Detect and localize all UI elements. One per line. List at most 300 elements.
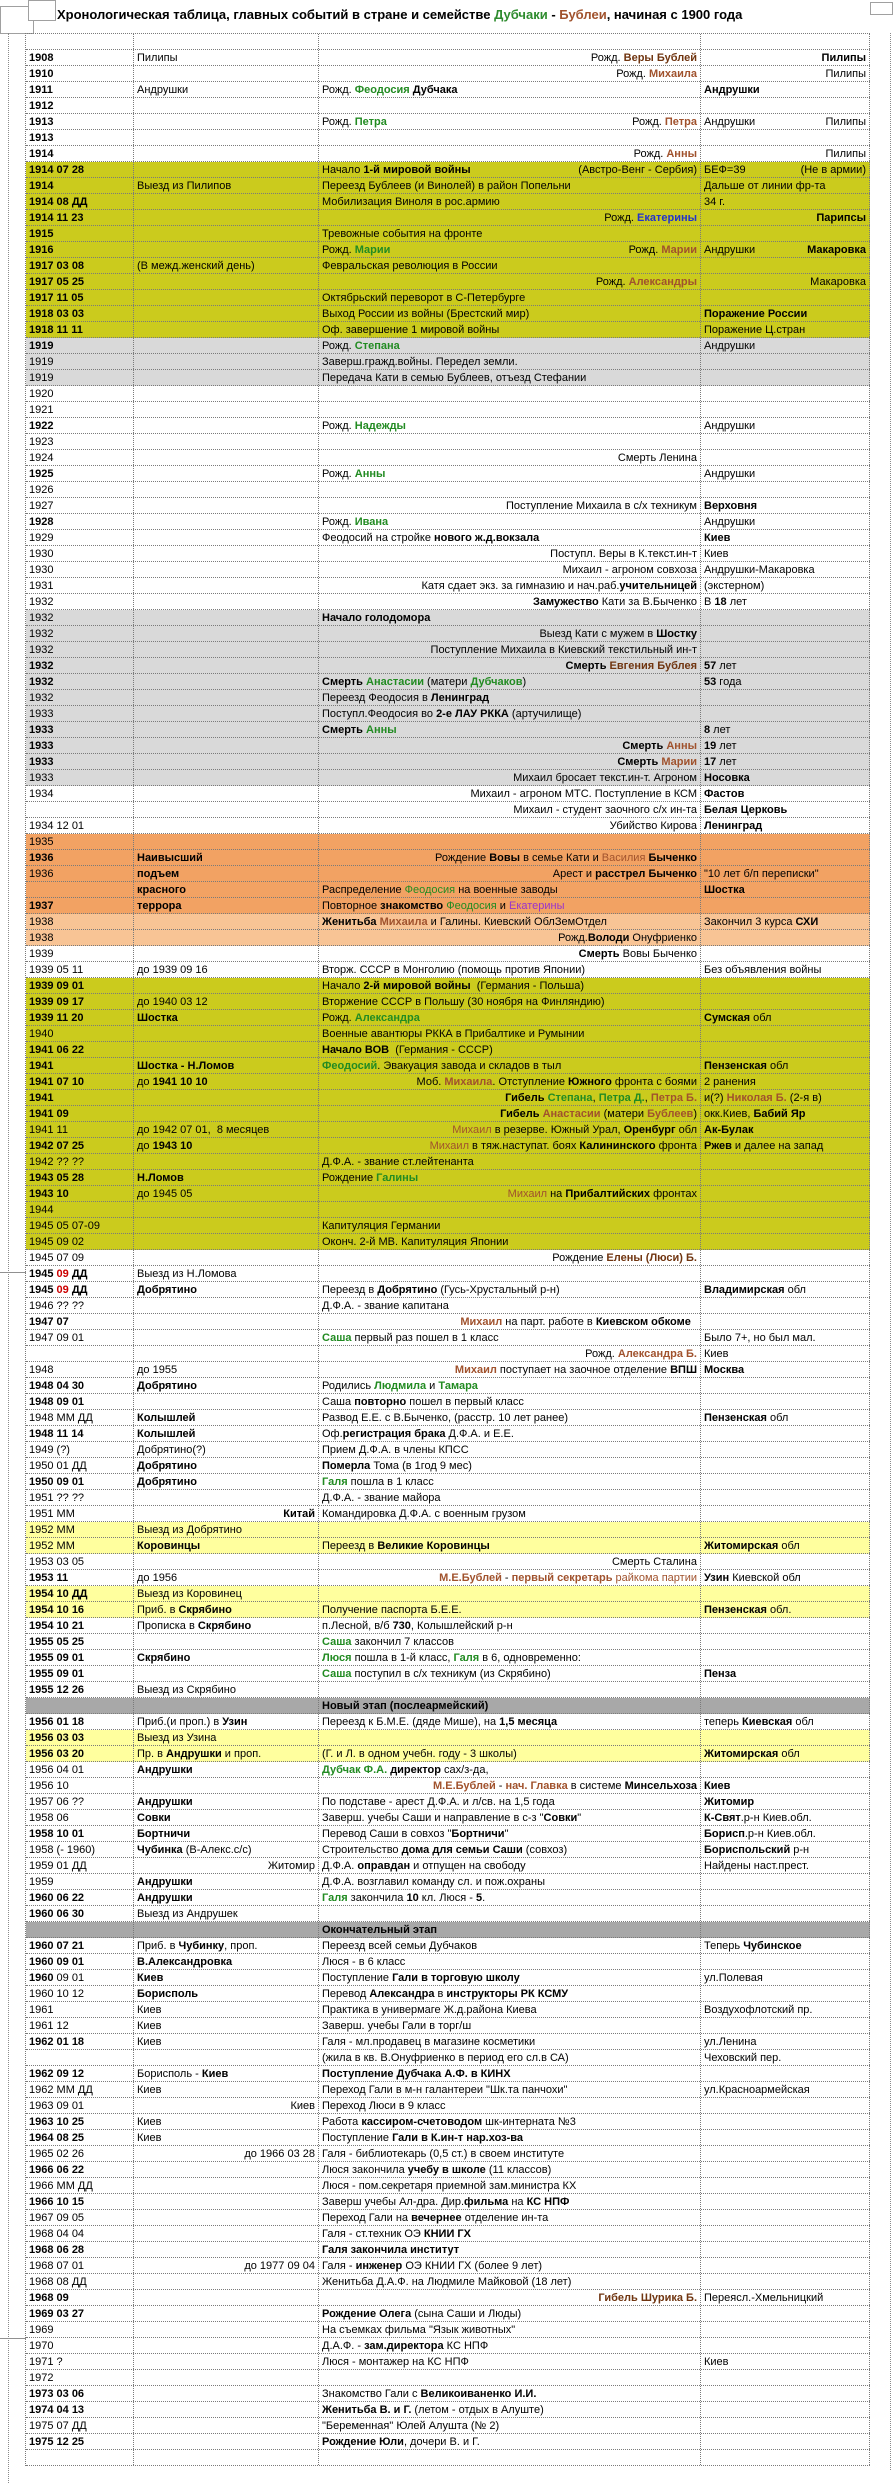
place-cell: Н.Ломов	[134, 1170, 319, 1185]
place-cell	[134, 754, 319, 769]
note-cell	[701, 1298, 870, 1313]
note-cell	[701, 2258, 870, 2273]
date-cell: 1917 11 05	[26, 290, 134, 305]
event-cell	[319, 2450, 701, 2465]
event-cell	[319, 1490, 701, 1505]
event-right: Рожд. Анны	[633, 147, 697, 160]
event-cell	[319, 66, 701, 81]
date-cell: 1932	[26, 610, 134, 625]
place-cell: Киев	[134, 1970, 319, 1985]
table-row	[26, 2082, 870, 2098]
event-left: Смерть Анастасии (матери Дубчаков )	[322, 675, 527, 688]
event-cell	[319, 578, 701, 593]
place-cell	[134, 1202, 319, 1217]
date-cell: 1921	[26, 402, 134, 417]
date-cell	[26, 1698, 134, 1713]
place-cell: подъем	[134, 866, 319, 881]
event-right: Михаил - студент заочного с/х ин-та	[513, 803, 697, 816]
place-cell: Выезд из Н.Ломова	[134, 1266, 319, 1281]
place-cell	[134, 1298, 319, 1313]
table-row	[26, 1826, 870, 1842]
date-cell: 1963 09 01	[26, 2098, 134, 2113]
place-cell	[134, 2162, 319, 2177]
event-cell	[319, 2306, 701, 2321]
place-cell: Киев	[134, 2114, 319, 2129]
note-cell	[701, 1410, 870, 1425]
place-cell	[134, 354, 319, 369]
note-cell	[701, 898, 870, 913]
place-cell	[134, 770, 319, 785]
table-row	[26, 2354, 870, 2370]
note-left: Пенза	[704, 1667, 737, 1680]
note-left: Сумская обл	[704, 1011, 772, 1024]
note-cell	[701, 642, 870, 657]
table-row	[26, 1762, 870, 1778]
title-separator: -	[547, 7, 560, 22]
date-cell: 1918 11 11	[26, 322, 134, 337]
table-row	[26, 274, 870, 290]
event-cell	[319, 1362, 701, 1377]
date-cell: 1962 ММ ДД	[26, 2082, 134, 2097]
date-cell: 1933	[26, 738, 134, 753]
table-row	[26, 2034, 870, 2050]
date-cell: 1962 01 18	[26, 2034, 134, 2049]
event-cell	[319, 1698, 701, 1713]
note-cell	[701, 834, 870, 849]
event-cell	[319, 802, 701, 817]
date-cell: 1914 11 23	[26, 210, 134, 225]
note-cell	[701, 1842, 870, 1857]
event-left: Заверш. учебы Гали в торг/ш	[322, 2019, 472, 2032]
place-cell	[134, 1218, 319, 1233]
event-cell	[319, 2130, 701, 2145]
place-cell	[134, 2322, 319, 2337]
date-cell: 1917 03 08	[26, 258, 134, 273]
table-row	[26, 2162, 870, 2178]
note-left: Андрушки	[704, 339, 756, 352]
event-right: Рожд. Екатерины	[604, 211, 697, 224]
date-cell: 1957 06 ??	[26, 1794, 134, 1809]
date-cell: 1975 12 25	[26, 2434, 134, 2449]
note-left: БЕФ=39	[704, 163, 746, 176]
place-cell	[134, 706, 319, 721]
table-row	[26, 1794, 870, 1810]
note-left: Андрушки-Макаровка	[704, 563, 815, 576]
note-cell	[701, 2114, 870, 2129]
event-right: Убийство Кирова	[609, 819, 697, 832]
event-cell	[319, 866, 701, 881]
title-prefix: Хронологическая таблица, главных событий в стране и семействе	[57, 7, 495, 22]
event-left: Поступление Дубчака А.Ф. в КИНХ	[322, 2067, 511, 2080]
date-cell: 1969	[26, 2322, 134, 2337]
event-cell	[319, 1410, 701, 1425]
event-cell	[319, 642, 701, 657]
table-row	[26, 722, 870, 738]
note-cell	[701, 2018, 870, 2033]
event-cell	[319, 2066, 701, 2081]
note-cell	[701, 674, 870, 689]
event-cell	[319, 2386, 701, 2401]
place-cell	[134, 1634, 319, 1649]
date-cell: 1956 10	[26, 1778, 134, 1793]
date-cell: 1931	[26, 578, 134, 593]
place-cell: Выезд из Пилипов	[134, 178, 319, 193]
note-cell	[701, 178, 870, 193]
event-left: Саша поступил в с/х техникум (из Скрябино)	[322, 1667, 551, 1680]
table-row	[26, 2306, 870, 2322]
table-row	[26, 594, 870, 610]
date-cell: 1955 09 01	[26, 1650, 134, 1665]
event-cell	[319, 1522, 701, 1537]
place-cell	[134, 2242, 319, 2257]
place-cell: Добрятино(?)	[134, 1442, 319, 1457]
event-left: Начало голодомора	[322, 611, 431, 624]
place-cell: Добрятино	[134, 1282, 319, 1297]
table-row	[26, 2098, 870, 2114]
note-cell	[701, 1970, 870, 1985]
place-cell: Андрушки	[134, 1890, 319, 1905]
event-cell	[319, 1634, 701, 1649]
date-cell: 1966 06 22	[26, 2162, 134, 2177]
note-cell	[701, 1234, 870, 1249]
date-cell: 1941 11	[26, 1122, 134, 1137]
table-row	[26, 1650, 870, 1666]
event-cell	[319, 2418, 701, 2433]
place-cell: Прописка в Скрябино	[134, 1618, 319, 1633]
table-row	[26, 1874, 870, 1890]
note-cell	[701, 2402, 870, 2417]
table-row	[26, 2226, 870, 2242]
event-right: Рождение Елены (Люси) Б.	[552, 1251, 697, 1264]
note-left: Владимирская обл	[704, 1283, 806, 1296]
event-cell	[319, 1010, 701, 1025]
event-cell	[319, 146, 701, 161]
event-cell	[319, 1938, 701, 1953]
place-cell	[134, 114, 319, 129]
place-cell	[134, 1154, 319, 1169]
event-left: Капитуляция Германии	[322, 1219, 441, 1232]
place-cell	[134, 1106, 319, 1121]
note-left: 17 лет	[704, 755, 737, 768]
place-cell: Совки	[134, 1810, 319, 1825]
event-right: Смерть Анны	[622, 739, 697, 752]
event-left: Оконч. 2-й МВ. Капитуляция Японии	[322, 1235, 509, 1248]
event-cell	[319, 482, 701, 497]
section-header-row	[26, 1922, 870, 1938]
grid-gutter-line-left	[8, 33, 9, 2483]
section-header-row	[26, 1698, 870, 1714]
event-right: Рожд. Веры Бублей	[590, 51, 697, 64]
note-cell	[701, 690, 870, 705]
event-left: Переход Гали в м-н галантереи "Шк.та панчохи"	[322, 2083, 568, 2096]
note-cell	[701, 2194, 870, 2209]
date-cell: 1965 02 26	[26, 2146, 134, 2161]
event-cell	[319, 2258, 701, 2273]
event-cell	[319, 2050, 701, 2065]
timeline-table	[25, 33, 870, 2466]
date-cell	[26, 802, 134, 817]
place-cell	[134, 802, 319, 817]
event-left: Перевод Александра в инструкторы РК КСМУ	[322, 1987, 569, 2000]
date-cell: 1956 01 18	[26, 1714, 134, 1729]
date-cell: 1946 ?? ??	[26, 1298, 134, 1313]
event-left: Переезд в Добрятино (Гусь-Хрустальный р-н)	[322, 1283, 560, 1296]
note-cell	[701, 738, 870, 753]
event-cell	[319, 1106, 701, 1121]
event-right: Гибель Анастасии (матери Бублеев )	[500, 1107, 697, 1120]
event-right: Арест и расстрел Быченко	[552, 867, 697, 880]
place-cell	[134, 98, 319, 113]
place-cell: Выезд из Коровинец	[134, 1586, 319, 1601]
table-row	[26, 1778, 870, 1794]
date-cell: 1932	[26, 626, 134, 641]
note-left: Киев	[704, 531, 731, 544]
page-title	[57, 7, 742, 22]
table-row	[26, 866, 870, 882]
event-cell	[319, 834, 701, 849]
date-cell: 1939 09 01	[26, 978, 134, 993]
table-row	[26, 2434, 870, 2450]
place-cell: Добрятино	[134, 1378, 319, 1393]
note-cell	[701, 946, 870, 961]
table-row	[26, 1026, 870, 1042]
event-left: Саша первый раз пошел в 1 класс	[322, 1331, 499, 1344]
note-cell	[701, 1042, 870, 1057]
note-cell	[701, 1586, 870, 1601]
event-cell	[319, 1602, 701, 1617]
note-left: Закончил 3 курса СХИ	[704, 915, 819, 928]
event-left: Рожд. Марии	[322, 243, 391, 256]
table-row	[26, 850, 870, 866]
event-left: Люся закончила учебу в школе (11 классов)	[322, 2163, 552, 2176]
table-row	[26, 2386, 870, 2402]
place-cell: Приб. в Чубинку , проп.	[134, 1938, 319, 1953]
table-row	[26, 802, 870, 818]
date-cell: 1926	[26, 482, 134, 497]
table-row	[26, 2242, 870, 2258]
event-cell	[319, 2322, 701, 2337]
date-cell: 1956 03 03	[26, 1730, 134, 1745]
table-row	[26, 642, 870, 658]
table-row	[26, 610, 870, 626]
table-row	[26, 1298, 870, 1314]
event-cell	[319, 690, 701, 705]
event-cell	[319, 1042, 701, 1057]
note-cell	[701, 226, 870, 241]
event-cell	[319, 2034, 701, 2049]
date-cell: 1958 (- 1960)	[26, 1842, 134, 1857]
place-cell	[134, 2402, 319, 2417]
note-left: Житомирская обл	[704, 1747, 800, 1760]
table-row	[26, 546, 870, 562]
place-cell	[134, 1026, 319, 1041]
event-cell	[319, 450, 701, 465]
table-row	[26, 1666, 870, 1682]
place-cell: Выезд из Андрушек	[134, 1906, 319, 1921]
event-cell	[319, 2002, 701, 2017]
table-row	[26, 1522, 870, 1538]
date-cell: 1936	[26, 850, 134, 865]
note-cell	[701, 786, 870, 801]
title-family2: Бублеи	[559, 7, 607, 22]
date-cell: 1963 10 25	[26, 2114, 134, 2129]
place-cell	[134, 786, 319, 801]
place-cell: Киев	[134, 2082, 319, 2097]
note-left: Бориспольский р-н	[704, 1843, 810, 1856]
date-cell: 1952 ММ	[26, 1538, 134, 1553]
note-cell	[701, 1122, 870, 1137]
table-row	[26, 1250, 870, 1266]
event-right: Рожд. Михаила	[616, 67, 697, 80]
note-left: 34 г.	[704, 195, 726, 208]
event-cell	[319, 1730, 701, 1745]
event-left: Тревожные события на фронте	[322, 227, 483, 240]
event-left: По подставе - арест Д.Ф.А. и л/св. на 1,5 года	[322, 1795, 555, 1808]
event-cell	[319, 994, 701, 1009]
note-cell	[701, 514, 870, 529]
date-cell: 1948 ММ ДД	[26, 1410, 134, 1425]
note-cell	[701, 2338, 870, 2353]
date-cell: 1960 10 12	[26, 1986, 134, 2001]
date-cell: 1968 09	[26, 2290, 134, 2305]
place-cell	[134, 226, 319, 241]
table-row	[26, 1570, 870, 1586]
event-cell	[319, 1826, 701, 1841]
date-cell: 1932	[26, 674, 134, 689]
note-left: Пензенская обл	[704, 1411, 789, 1424]
event-cell	[319, 1202, 701, 1217]
note-cell	[701, 370, 870, 385]
note-cell	[701, 610, 870, 625]
table-row	[26, 498, 870, 514]
event-left: Д.Ф.А. - звание майора	[322, 1491, 441, 1504]
event-cell	[319, 1842, 701, 1857]
event-left: Д.Ф.А. - звание ст.лейтенанта	[322, 1155, 474, 1168]
date-cell: 1927	[26, 498, 134, 513]
place-cell	[134, 946, 319, 961]
note-cell	[701, 1346, 870, 1361]
event-cell	[319, 1954, 701, 1969]
note-cell	[701, 1714, 870, 1729]
date-cell	[26, 2450, 134, 2465]
event-left: Мобилизация Виноля в рос.армию	[322, 195, 500, 208]
place-cell: Андрушки	[134, 82, 319, 97]
table-row	[26, 2210, 870, 2226]
event-left: Женитьба В. и Г. (летом - отдых в Алуште)	[322, 2403, 544, 2416]
event-right: М.Е.Бублей - нач. Главка в системе Минсельхоза	[433, 1779, 697, 1792]
date-cell: 1916	[26, 242, 134, 257]
event-cell	[319, 290, 701, 305]
note-cell	[701, 594, 870, 609]
table-row	[26, 562, 870, 578]
event-cell	[319, 1554, 701, 1569]
table-row	[26, 1010, 870, 1026]
note-left: Дальше от линии фр-та	[704, 179, 826, 192]
event-left: Люся пошла в 1-й класс, Галя в 6, одновременно:	[322, 1651, 581, 1664]
table-row	[26, 1394, 870, 1410]
event-cell	[319, 1298, 701, 1313]
table-row	[26, 1938, 870, 1954]
note-left: 19 лет	[704, 739, 737, 752]
table-row	[26, 674, 870, 690]
table-row	[26, 1746, 870, 1762]
event-cell	[319, 1442, 701, 1457]
event-cell	[319, 1506, 701, 1521]
place-cell	[134, 130, 319, 145]
place-cell	[134, 2194, 319, 2209]
place-cell	[134, 194, 319, 209]
table-row	[26, 322, 870, 338]
place-cell	[134, 626, 319, 641]
date-cell: 1954 10 16	[26, 1602, 134, 1617]
note-cell	[701, 162, 870, 177]
event-cell	[319, 1090, 701, 1105]
place-cell: Борисполь	[134, 1986, 319, 2001]
date-cell: 1939 11 20	[26, 1010, 134, 1025]
note-cell	[701, 2146, 870, 2161]
date-cell: 1971 ?	[26, 2354, 134, 2369]
note-cell	[701, 2178, 870, 2193]
place-cell: Киев	[134, 2130, 319, 2145]
note-cell	[701, 2322, 870, 2337]
event-right: М.Е.Бублей - первый секретарь райкома партии	[439, 1571, 697, 1584]
title-suffix: , начиная с 1900 года	[606, 7, 743, 22]
note-cell	[701, 418, 870, 433]
table-row	[26, 130, 870, 146]
date-cell: 1912	[26, 98, 134, 113]
event-cell	[319, 770, 701, 785]
event-left: (жила в кв. В.Онуфриенко в период его сл.в СА)	[322, 2051, 569, 2064]
place-cell: В.Александровка	[134, 1954, 319, 1969]
date-cell: 1953 03 05	[26, 1554, 134, 1569]
note-cell	[701, 1810, 870, 1825]
event-cell	[319, 274, 701, 289]
date-cell: 1914	[26, 178, 134, 193]
event-cell	[319, 1794, 701, 1809]
event-left: Саша закончил 7 классов	[322, 1635, 454, 1648]
event-left: Командировка Д.Ф.А. с военным грузом	[322, 1507, 526, 1520]
table-row	[26, 1682, 870, 1698]
place-cell	[134, 450, 319, 465]
note-left: Фастов	[704, 787, 745, 800]
date-cell: 1952 ММ	[26, 1522, 134, 1537]
table-row	[26, 1378, 870, 1394]
place-cell	[134, 930, 319, 945]
place-cell	[134, 2354, 319, 2369]
date-cell: 1919	[26, 354, 134, 369]
table-row	[26, 2178, 870, 2194]
note-cell	[701, 818, 870, 833]
date-cell: 1911	[26, 82, 134, 97]
table-row	[26, 114, 870, 130]
event-cell	[319, 2434, 701, 2449]
date-cell: 1945 09 02	[26, 1234, 134, 1249]
event-cell	[319, 1970, 701, 1985]
event-left: Оф. завершение 1 мировой войны	[322, 323, 500, 336]
place-cell: Приб. в Скрябино	[134, 1602, 319, 1617]
event-left: Галя закончила институт	[322, 2243, 460, 2256]
event-right: Поступление Михаила в Киевский текстильный ин-т	[430, 643, 697, 656]
note-cell	[701, 1490, 870, 1505]
event-left: Саша повторно пошел в первый класс	[322, 1395, 524, 1408]
event-cell	[319, 1650, 701, 1665]
table-row	[26, 1730, 870, 1746]
note-cell	[701, 2306, 870, 2321]
event-cell	[319, 1666, 701, 1681]
date-cell: 1941	[26, 1090, 134, 1105]
place-cell	[134, 610, 319, 625]
note-cell	[701, 1394, 870, 1409]
